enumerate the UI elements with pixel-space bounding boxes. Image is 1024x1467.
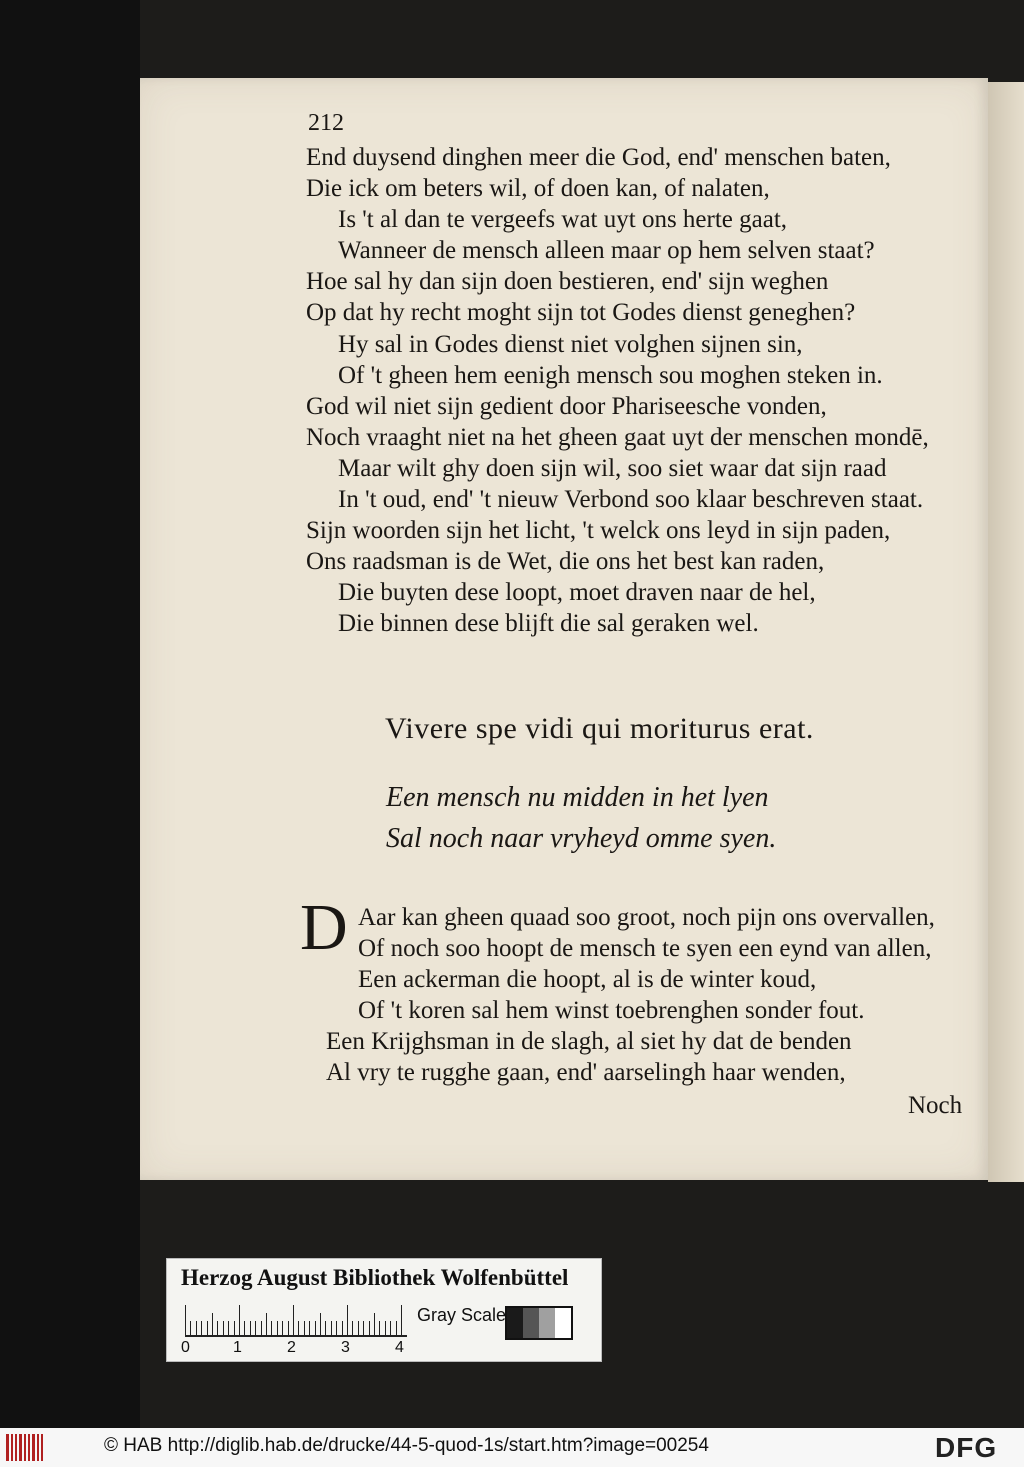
ruler-tick — [212, 1313, 213, 1335]
ruler-tick — [277, 1321, 278, 1335]
ruler-tick — [315, 1321, 316, 1335]
verse-line: Een ackerman die hoopt, al is de winter koud, — [358, 966, 817, 994]
ruler-tick — [234, 1321, 235, 1335]
ruler-tick — [374, 1313, 375, 1335]
label-title: Herzog August Bibliothek Wolfenbüttel — [181, 1265, 569, 1290]
page-number: 212 — [308, 110, 344, 136]
verse-line: Noch vraaght niet na het gheen gaat uyt der menschen mondē, — [306, 423, 929, 451]
ruler-tick — [207, 1321, 208, 1335]
ruler-tick — [217, 1321, 218, 1335]
verse-line: Die ick om beters wil, of doen kan, of nalaten, — [306, 175, 770, 203]
ruler-tick — [347, 1305, 348, 1335]
ruler-tick — [196, 1321, 197, 1335]
ruler-tick — [369, 1321, 370, 1335]
ruler-number: 3 — [341, 1339, 350, 1356]
ruler-number: 2 — [287, 1339, 296, 1356]
italic-line-2: Sal noch naar vryheyd omme syen. — [386, 823, 777, 854]
verse-line: In 't oud, end' 't nieuw Verbond soo klaar beschreven staat. — [338, 486, 924, 514]
verse-line: Of 't gheen hem eenigh mensch sou moghen steken in. — [338, 361, 883, 389]
verse-line: Of noch soo hoopt de mensch te syen een eynd van allen, — [358, 935, 932, 963]
gray-swatch — [555, 1308, 571, 1338]
ruler-tick — [261, 1321, 262, 1335]
ruler-tick — [401, 1305, 402, 1335]
ruler-tick — [228, 1321, 229, 1335]
gray-swatch — [539, 1308, 555, 1338]
ruler-tick — [185, 1305, 186, 1335]
ruler-tick — [190, 1321, 191, 1335]
verse-line: Of 't koren sal hem winst toebrenghen sonder fout. — [358, 997, 865, 1025]
ruler-tick — [336, 1321, 337, 1335]
gray-swatch — [507, 1308, 523, 1338]
gray-swatch — [523, 1308, 539, 1338]
verse-line: Is 't al dan te vergeefs wat uyt ons herte gaat, — [338, 206, 788, 234]
gray-scale-label: Gray Scale — [417, 1305, 507, 1325]
copyright-url[interactable]: © HAB http://diglib.hab.de/drucke/44-5-quod-1s/start.htm?image=00254 — [104, 1435, 709, 1456]
ruler-tick — [266, 1313, 267, 1335]
verse-line: Ons raadsman is de Wet, die ons het best kan raden, — [306, 548, 825, 576]
drop-cap: D — [300, 891, 348, 964]
ruler-tick — [320, 1313, 321, 1335]
italic-line-1: Een mensch nu midden in het lyen — [386, 782, 769, 813]
poem-bottom — [326, 902, 935, 1089]
verse-line: Hy sal in Godes dienst niet volghen sijnen sin, — [338, 330, 803, 358]
scan-left-board — [0, 0, 140, 1428]
ruler-tick — [331, 1321, 332, 1335]
verse-line: Die buyten dese loopt, moet draven naar de hel, — [338, 579, 816, 607]
ruler-tick — [293, 1305, 294, 1335]
verse-line: Wanneer de mensch alleen maar op hem selven staat? — [338, 237, 875, 265]
verse-line: Sijn woorden sijn het licht, 't welck ons leyd in sijn paden, — [306, 517, 891, 545]
catchword: Noch — [908, 1092, 963, 1119]
ruler-number: 0 — [181, 1339, 190, 1356]
verse-line: Maar wilt ghy doen sijn wil, soo siet waar dat sijn raad — [338, 454, 887, 482]
ruler-tick — [390, 1321, 391, 1335]
poem-top — [306, 142, 929, 640]
ruler-tick — [379, 1321, 380, 1335]
motto-heading: Vivere spe vidi qui moriturus erat. — [385, 712, 814, 745]
ruler-tick — [358, 1321, 359, 1335]
ruler-number: 1 — [233, 1339, 242, 1356]
ruler-tick — [363, 1321, 364, 1335]
ruler-tick — [309, 1321, 310, 1335]
ruler-tick — [244, 1321, 245, 1335]
ruler-tick — [255, 1321, 256, 1335]
library-label — [166, 1258, 602, 1362]
ruler-number: 4 — [395, 1339, 404, 1356]
verse-line: Aar kan gheen quaad soo groot, noch pijn ons overvallen, — [358, 904, 935, 931]
dfg-logo: DFG — [935, 1432, 998, 1463]
ruler-tick — [271, 1321, 272, 1335]
hab-barcode-icon — [6, 1434, 48, 1461]
verse-line: Hoe sal hy dan sijn doen bestieren, end' sijn weghen — [306, 268, 829, 296]
footer-bar — [0, 1428, 1024, 1467]
cm-ruler — [185, 1303, 407, 1337]
ruler-tick — [223, 1321, 224, 1335]
ruler-tick — [342, 1321, 343, 1335]
verse-line: Op dat hy recht moght sijn tot Godes dienst geneghen? — [306, 299, 856, 327]
ruler-tick — [304, 1321, 305, 1335]
verse-line: Al vry te rugghe gaan, end' aarselingh haar wenden, — [326, 1059, 846, 1087]
ruler-tick — [282, 1321, 283, 1335]
ruler-tick — [239, 1305, 240, 1335]
ruler-tick — [385, 1321, 386, 1335]
verse-line: God wil niet sijn gedient door Phariseesche vonden, — [306, 392, 827, 420]
facing-page-edge — [988, 82, 1024, 1182]
gray-scale-swatch — [505, 1306, 573, 1340]
ruler-tick — [250, 1321, 251, 1335]
ruler-tick — [298, 1321, 299, 1335]
verse-line: Een Krijghsman in de slagh, al siet hy dat de benden — [326, 1028, 852, 1056]
ruler-tick — [325, 1321, 326, 1335]
verse-line: Die binnen dese blijft die sal geraken wel. — [338, 610, 759, 638]
ruler-tick — [201, 1321, 202, 1335]
ruler-tick — [288, 1321, 289, 1335]
verse-line: End duysend dinghen meer die God, end' menschen baten, — [306, 144, 891, 171]
ruler-tick — [396, 1321, 397, 1335]
ruler-tick — [352, 1321, 353, 1335]
